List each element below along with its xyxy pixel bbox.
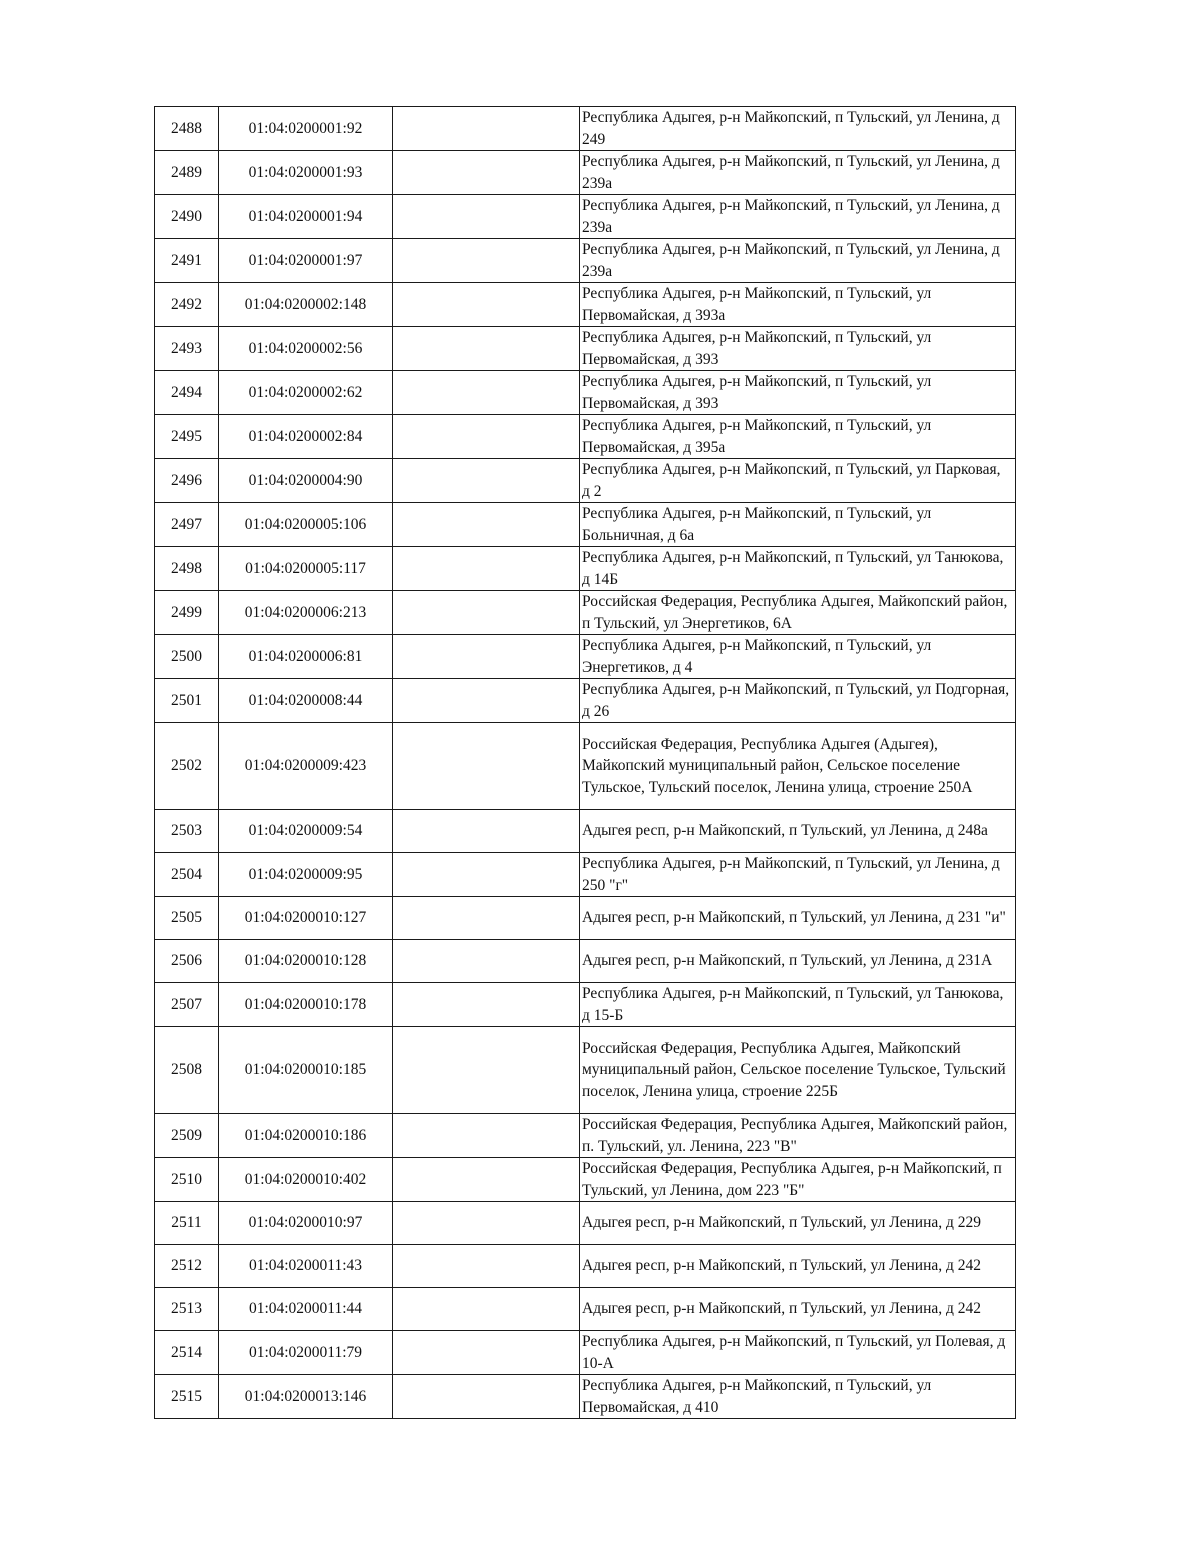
row-number-cell: 2503 xyxy=(155,810,219,853)
address-cell: Республика Адыгея, р-н Майкопский, п Тульский, ул Энергетиков, д 4 xyxy=(580,635,1016,679)
empty-cell xyxy=(393,107,580,151)
address-cell: Республика Адыгея, р-н Майкопский, п Тульский, ул Подгорная, д 26 xyxy=(580,679,1016,723)
table-row xyxy=(155,415,1016,459)
table-row xyxy=(155,897,1016,940)
row-number-cell: 2502 xyxy=(155,723,219,810)
table-row xyxy=(155,853,1016,897)
row-number-cell: 2509 xyxy=(155,1114,219,1158)
cadastral-number-cell: 01:04:0200010:185 xyxy=(219,1027,393,1114)
empty-cell xyxy=(393,547,580,591)
table-row xyxy=(155,1158,1016,1202)
address-cell: Адыгея респ, р-н Майкопский, п Тульский, ул Ленина, д 231А xyxy=(580,940,1016,983)
cadastral-number-cell: 01:04:0200005:117 xyxy=(219,547,393,591)
table-row xyxy=(155,547,1016,591)
table-row xyxy=(155,1114,1016,1158)
row-number-cell: 2495 xyxy=(155,415,219,459)
empty-cell xyxy=(393,239,580,283)
address-cell: Российская Федерация, Республика Адыгея (Адыгея), Майкопский муниципальный район, Сельское поселение Тульское, Тульский поселок, Ленина улица, строение 250А xyxy=(580,723,1016,810)
address-cell: Адыгея респ, р-н Майкопский, п Тульский, ул Ленина, д 229 xyxy=(580,1202,1016,1245)
row-number-cell: 2514 xyxy=(155,1331,219,1375)
cadastral-number-cell: 01:04:0200006:81 xyxy=(219,635,393,679)
empty-cell xyxy=(393,1375,580,1419)
empty-cell xyxy=(393,415,580,459)
empty-cell xyxy=(393,503,580,547)
row-number-cell: 2498 xyxy=(155,547,219,591)
address-cell: Республика Адыгея, р-н Майкопский, п Тульский, ул Больничная, д 6а xyxy=(580,503,1016,547)
address-cell: Республика Адыгея, р-н Майкопский, п Тульский, ул Танюкова, д 14Б xyxy=(580,547,1016,591)
table-row xyxy=(155,107,1016,151)
row-number-cell: 2499 xyxy=(155,591,219,635)
cadastral-number-cell: 01:04:0200011:44 xyxy=(219,1288,393,1331)
address-cell: Российская Федерация, Республика Адыгея, р-н Майкопский, п Тульский, ул Ленина, дом 223 "Б" xyxy=(580,1158,1016,1202)
address-cell: Республика Адыгея, р-н Майкопский, п Тульский, ул Первомайская, д 410 xyxy=(580,1375,1016,1419)
table-row xyxy=(155,151,1016,195)
cadastral-number-cell: 01:04:0200001:94 xyxy=(219,195,393,239)
cadastral-number-cell: 01:04:0200010:97 xyxy=(219,1202,393,1245)
cadastral-number-cell: 01:04:0200002:148 xyxy=(219,283,393,327)
address-cell: Республика Адыгея, р-н Майкопский, п Тульский, ул Ленина, д 249 xyxy=(580,107,1016,151)
address-cell: Республика Адыгея, р-н Майкопский, п Тульский, ул Первомайская, д 393 xyxy=(580,371,1016,415)
empty-cell xyxy=(393,459,580,503)
table-row xyxy=(155,283,1016,327)
cadastral-number-cell: 01:04:0200009:423 xyxy=(219,723,393,810)
row-number-cell: 2511 xyxy=(155,1202,219,1245)
empty-cell xyxy=(393,1158,580,1202)
cadastral-number-cell: 01:04:0200002:84 xyxy=(219,415,393,459)
cadastral-number-cell: 01:04:0200008:44 xyxy=(219,679,393,723)
address-cell: Российская Федерация, Республика Адыгея, Майкопский муниципальный район, Сельское поселение Тульское, Тульский поселок, Ленина улица, строение 225Б xyxy=(580,1027,1016,1114)
table-row xyxy=(155,810,1016,853)
row-number-cell: 2512 xyxy=(155,1245,219,1288)
table-row xyxy=(155,940,1016,983)
address-cell: Адыгея респ, р-н Майкопский, п Тульский, ул Ленина, д 242 xyxy=(580,1245,1016,1288)
cadastral-number-cell: 01:04:0200009:95 xyxy=(219,853,393,897)
empty-cell xyxy=(393,327,580,371)
empty-cell xyxy=(393,679,580,723)
row-number-cell: 2508 xyxy=(155,1027,219,1114)
row-number-cell: 2506 xyxy=(155,940,219,983)
address-cell: Адыгея респ, р-н Майкопский, п Тульский, ул Ленина, д 248а xyxy=(580,810,1016,853)
empty-cell xyxy=(393,591,580,635)
cadastral-number-cell: 01:04:0200006:213 xyxy=(219,591,393,635)
empty-cell xyxy=(393,1288,580,1331)
row-number-cell: 2494 xyxy=(155,371,219,415)
empty-cell xyxy=(393,983,580,1027)
table-row xyxy=(155,327,1016,371)
cadastral-number-cell: 01:04:0200011:43 xyxy=(219,1245,393,1288)
empty-cell xyxy=(393,810,580,853)
table-row xyxy=(155,371,1016,415)
row-number-cell: 2497 xyxy=(155,503,219,547)
row-number-cell: 2501 xyxy=(155,679,219,723)
table-row xyxy=(155,635,1016,679)
table-row xyxy=(155,1202,1016,1245)
table-row xyxy=(155,1375,1016,1419)
row-number-cell: 2491 xyxy=(155,239,219,283)
empty-cell xyxy=(393,283,580,327)
row-number-cell: 2507 xyxy=(155,983,219,1027)
empty-cell xyxy=(393,195,580,239)
row-number-cell: 2510 xyxy=(155,1158,219,1202)
row-number-cell: 2500 xyxy=(155,635,219,679)
address-cell: Республика Адыгея, р-н Майкопский, п Тульский, ул Ленина, д 239а xyxy=(580,195,1016,239)
address-cell: Республика Адыгея, р-н Майкопский, п Тульский, ул Ленина, д 239а xyxy=(580,151,1016,195)
address-cell: Республика Адыгея, р-н Майкопский, п Тульский, ул Полевая, д 10-А xyxy=(580,1331,1016,1375)
table-row xyxy=(155,503,1016,547)
cadastral-number-cell: 01:04:0200009:54 xyxy=(219,810,393,853)
address-cell: Адыгея респ, р-н Майкопский, п Тульский, ул Ленина, д 231 "и" xyxy=(580,897,1016,940)
address-cell: Республика Адыгея, р-н Майкопский, п Тульский, ул Танюкова, д 15-Б xyxy=(580,983,1016,1027)
cadastral-number-cell: 01:04:0200001:92 xyxy=(219,107,393,151)
empty-cell xyxy=(393,853,580,897)
table-row xyxy=(155,1288,1016,1331)
row-number-cell: 2513 xyxy=(155,1288,219,1331)
empty-cell xyxy=(393,635,580,679)
table-row xyxy=(155,983,1016,1027)
cadastral-number-cell: 01:04:0200011:79 xyxy=(219,1331,393,1375)
address-cell: Российская Федерация, Республика Адыгея, Майкопский район, п. Тульский, ул. Ленина, 223 "В" xyxy=(580,1114,1016,1158)
cadastral-table xyxy=(154,106,1016,1419)
address-cell: Республика Адыгея, р-н Майкопский, п Тульский, ул Первомайская, д 395а xyxy=(580,415,1016,459)
cadastral-number-cell: 01:04:0200002:62 xyxy=(219,371,393,415)
table-row xyxy=(155,723,1016,810)
table-row xyxy=(155,195,1016,239)
cadastral-number-cell: 01:04:0200013:146 xyxy=(219,1375,393,1419)
table-row xyxy=(155,1027,1016,1114)
cadastral-number-cell: 01:04:0200001:93 xyxy=(219,151,393,195)
cadastral-number-cell: 01:04:0200010:178 xyxy=(219,983,393,1027)
table-row xyxy=(155,239,1016,283)
address-cell: Республика Адыгея, р-н Майкопский, п Тульский, ул Ленина, д 250 "г" xyxy=(580,853,1016,897)
row-number-cell: 2493 xyxy=(155,327,219,371)
row-number-cell: 2505 xyxy=(155,897,219,940)
table-row xyxy=(155,679,1016,723)
cadastral-number-cell: 01:04:0200010:402 xyxy=(219,1158,393,1202)
cadastral-number-cell: 01:04:0200001:97 xyxy=(219,239,393,283)
cadastral-number-cell: 01:04:0200010:128 xyxy=(219,940,393,983)
table-body xyxy=(155,107,1016,1419)
empty-cell xyxy=(393,1114,580,1158)
row-number-cell: 2504 xyxy=(155,853,219,897)
empty-cell xyxy=(393,151,580,195)
address-cell: Российская Федерация, Республика Адыгея, Майкопский район, п Тульский, ул Энергетиков, 6А xyxy=(580,591,1016,635)
empty-cell xyxy=(393,940,580,983)
empty-cell xyxy=(393,1027,580,1114)
table-row xyxy=(155,591,1016,635)
row-number-cell: 2488 xyxy=(155,107,219,151)
empty-cell xyxy=(393,723,580,810)
row-number-cell: 2489 xyxy=(155,151,219,195)
empty-cell xyxy=(393,1202,580,1245)
row-number-cell: 2492 xyxy=(155,283,219,327)
empty-cell xyxy=(393,371,580,415)
cadastral-number-cell: 01:04:0200002:56 xyxy=(219,327,393,371)
empty-cell xyxy=(393,1331,580,1375)
address-cell: Республика Адыгея, р-н Майкопский, п Тульский, ул Первомайская, д 393а xyxy=(580,283,1016,327)
address-cell: Республика Адыгея, р-н Майкопский, п Тульский, ул Первомайская, д 393 xyxy=(580,327,1016,371)
cadastral-number-cell: 01:04:0200005:106 xyxy=(219,503,393,547)
empty-cell xyxy=(393,1245,580,1288)
empty-cell xyxy=(393,897,580,940)
cadastral-number-cell: 01:04:0200010:127 xyxy=(219,897,393,940)
row-number-cell: 2515 xyxy=(155,1375,219,1419)
address-cell: Республика Адыгея, р-н Майкопский, п Тульский, ул Ленина, д 239а xyxy=(580,239,1016,283)
address-cell: Адыгея респ, р-н Майкопский, п Тульский, ул Ленина, д 242 xyxy=(580,1288,1016,1331)
cadastral-number-cell: 01:04:0200010:186 xyxy=(219,1114,393,1158)
table-row xyxy=(155,459,1016,503)
cadastral-number-cell: 01:04:0200004:90 xyxy=(219,459,393,503)
table-row xyxy=(155,1245,1016,1288)
row-number-cell: 2496 xyxy=(155,459,219,503)
row-number-cell: 2490 xyxy=(155,195,219,239)
table-row xyxy=(155,1331,1016,1375)
address-cell: Республика Адыгея, р-н Майкопский, п Тульский, ул Парковая, д 2 xyxy=(580,459,1016,503)
